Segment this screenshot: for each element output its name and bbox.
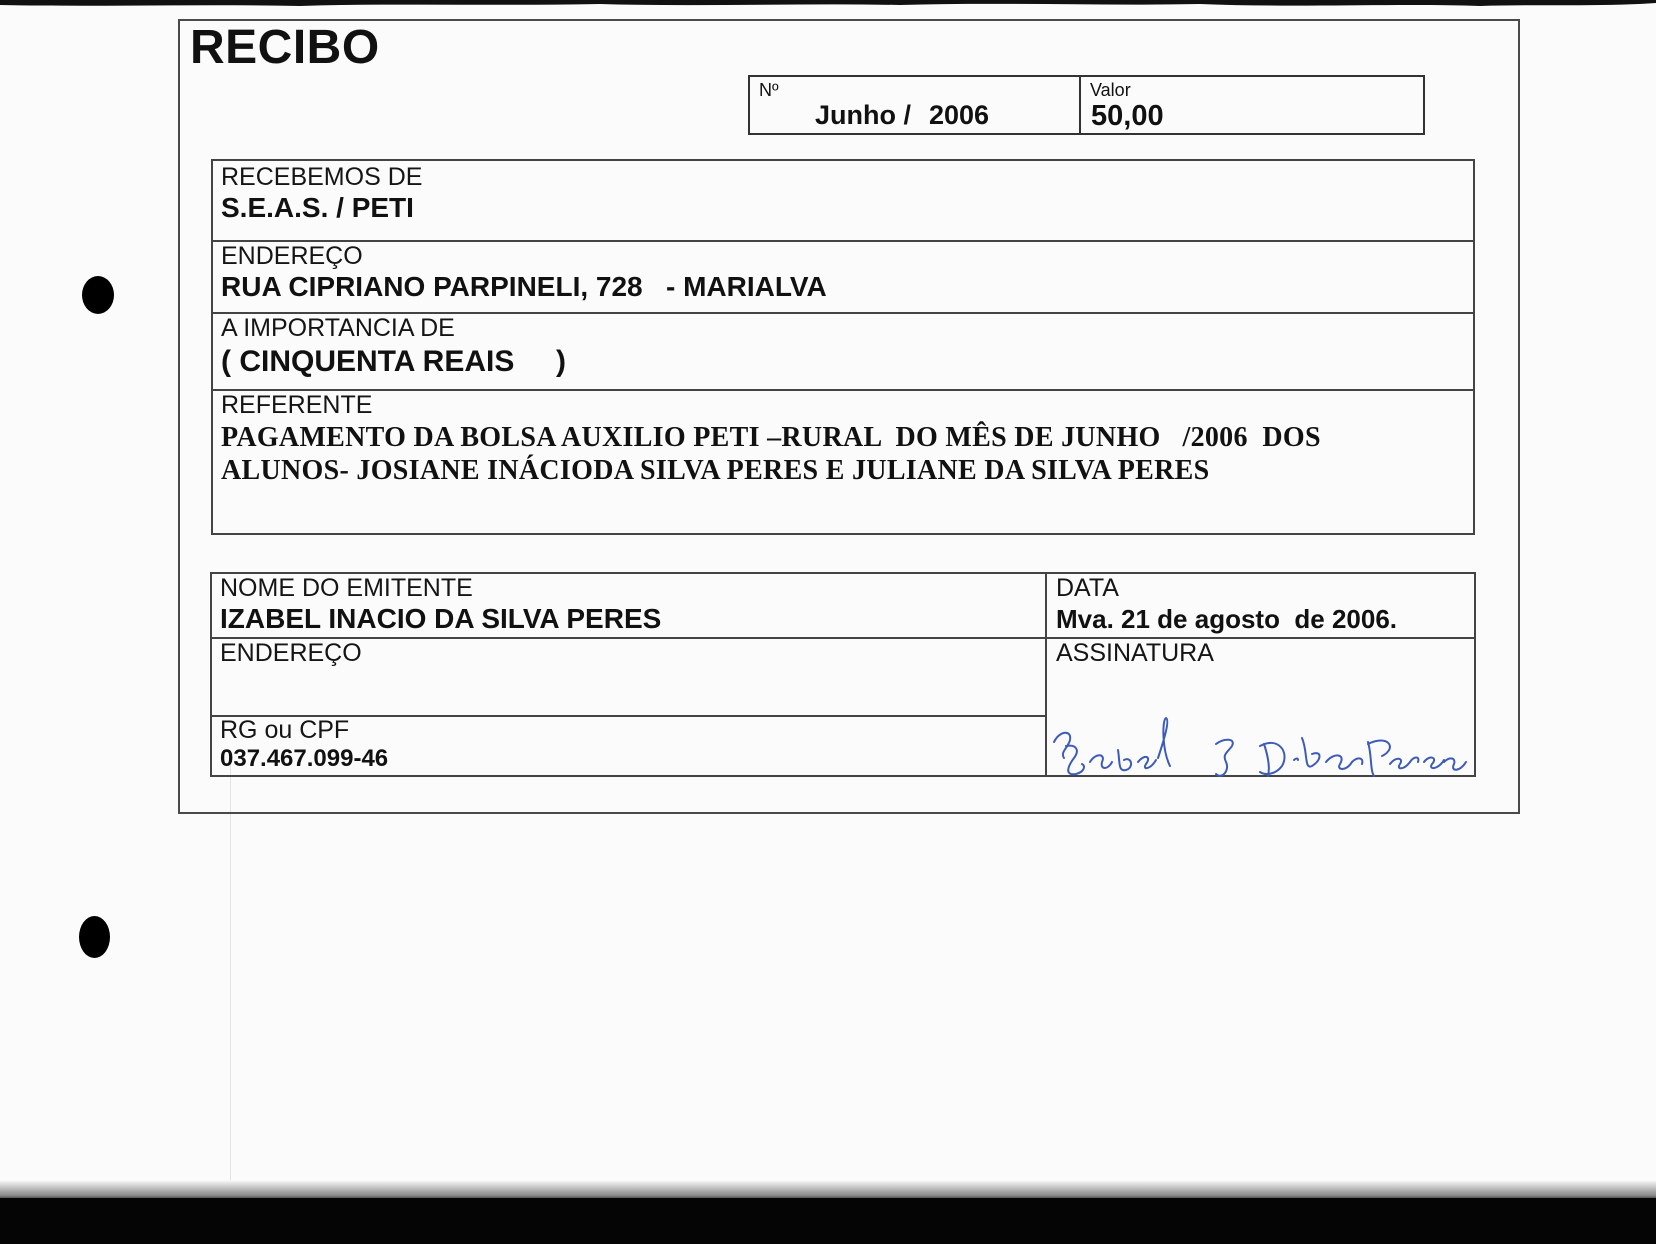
importancia-label: A IMPORTANCIA DE	[221, 314, 455, 342]
referente-line-2: ALUNOS- JOSIANE INÁCIODA SILVA PERES E JULIANE DA SILVA PERES	[221, 455, 1210, 486]
page-margin-line	[230, 760, 231, 1180]
punch-hole-bottom	[79, 916, 110, 958]
referente-value	[221, 421, 1461, 487]
row-referente	[213, 391, 1473, 535]
row-importancia	[213, 314, 1473, 391]
importancia-value: ( CINQUENTA REAIS )	[221, 345, 566, 378]
punch-hole-top	[82, 276, 114, 314]
scan-top-edge	[0, 0, 1656, 14]
handwritten-signature	[1046, 700, 1476, 790]
recebemos-label: RECEBEMOS DE	[221, 163, 423, 191]
number-value	[815, 100, 989, 131]
value-cell	[1081, 77, 1423, 133]
row-endereco	[213, 242, 1473, 314]
value-amount: 50,00	[1091, 100, 1164, 132]
rg-cpf-label: RG ou CPF	[220, 716, 350, 744]
issuer-divider-row1	[212, 637, 1474, 639]
scan-bottom-edge	[0, 1198, 1656, 1244]
number-cell	[750, 77, 1081, 133]
nome-emitente-label: NOME DO EMITENTE	[220, 574, 473, 602]
receipt-title: RECIBO	[190, 21, 380, 74]
endereco-label: ENDEREÇO	[221, 242, 363, 270]
endereco-emitente-label: ENDEREÇO	[220, 639, 362, 667]
referente-label: REFERENTE	[221, 391, 373, 419]
number-label: Nº	[759, 80, 779, 100]
endereco-value: RUA CIPRIANO PARPINELI, 728 - MARIALVA	[221, 271, 827, 302]
row-recebemos	[213, 161, 1473, 242]
nome-emitente-value: IZABEL INACIO DA SILVA PERES	[220, 603, 662, 634]
data-value: Mva. 21 de agosto de 2006.	[1056, 604, 1398, 634]
value-label: Valor	[1090, 80, 1131, 100]
number-year: 2006	[929, 100, 990, 130]
number-value-box	[748, 75, 1425, 135]
assinatura-label: ASSINATURA	[1056, 639, 1214, 667]
rg-cpf-value: 037.467.099-46	[220, 745, 389, 772]
referente-line-1: PAGAMENTO DA BOLSA AUXILIO PETI –RURAL DO MÊS DE JUNHO /2006 DOS	[221, 422, 1321, 453]
number-month: Junho /	[815, 100, 911, 130]
payer-block	[211, 159, 1475, 535]
data-label: DATA	[1056, 574, 1119, 602]
recebemos-value: S.E.A.S. / PETI	[221, 192, 414, 223]
